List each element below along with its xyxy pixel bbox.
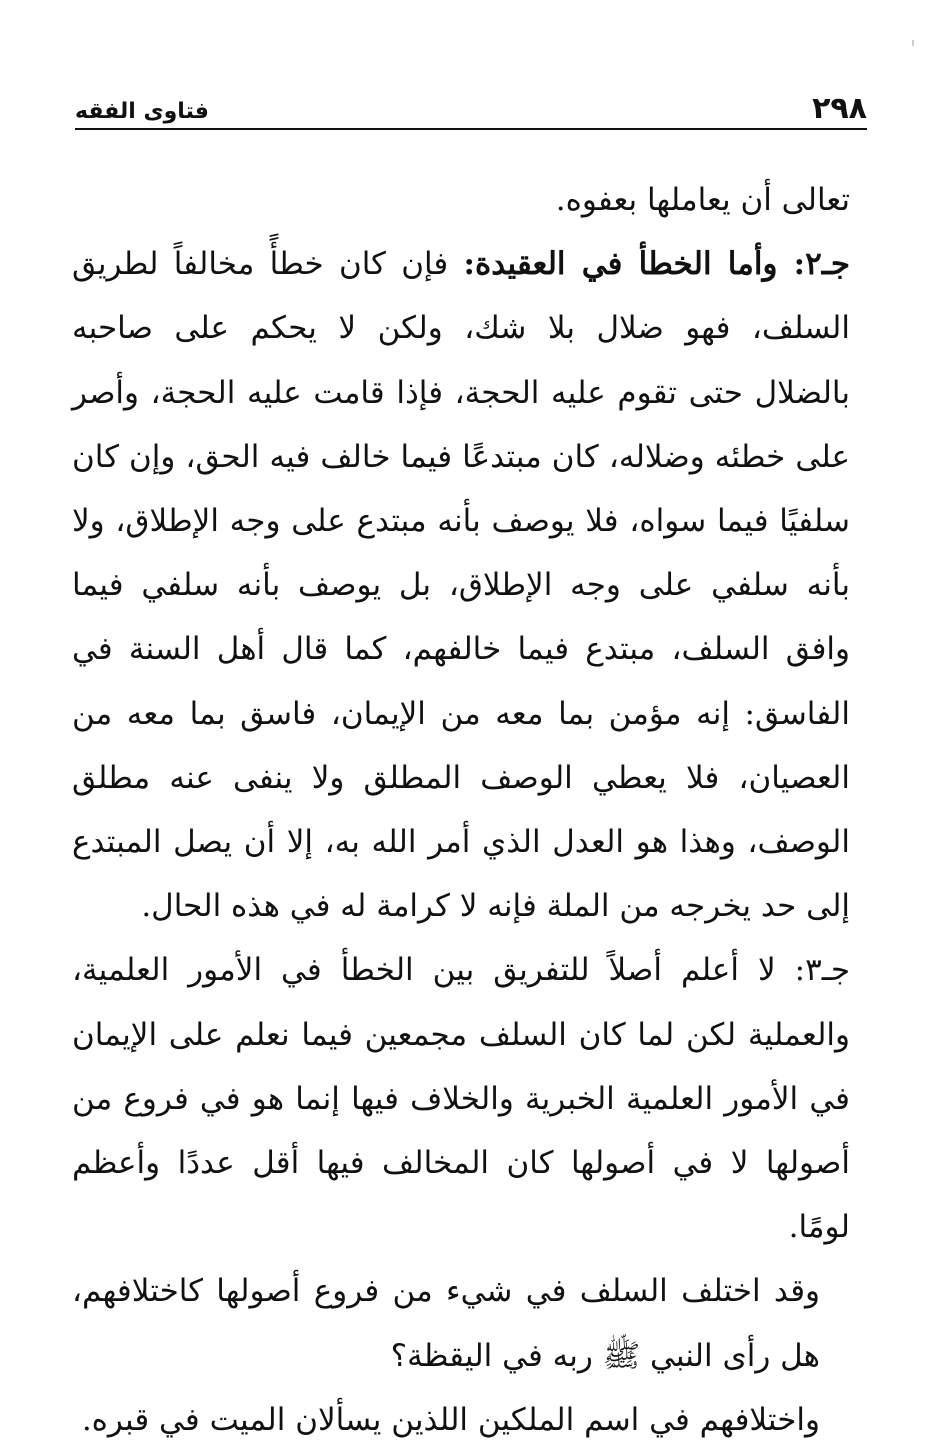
paragraph-bold-lead: جـ٢: وأما الخطأ في العقيدة: (463, 246, 850, 283)
paragraph-text: وقد اختلف السلف في شيء من فروع أصولها كاختلافهم، هل رأى النبي ﷺ ربه في اليقظة؟ (72, 1273, 820, 1374)
paragraph-text: جـ٣: لا أعلم أصلاً للتفريق بين الخطأ في الأمور العلمية، والعملية لكن لما كان السلف مجمعين فيما نعلم على الإيمان في الأمور العلمية الخبرية والخلاف فيها إنما هو في فروع من أصولها لا في أصولها كان المخالف فيها أقل عددًا وأعظم لومًا. (72, 952, 851, 1246)
page-header (75, 78, 867, 130)
page-number: ٢٩٨ (812, 91, 867, 126)
paragraph-text: تعالى أن يعاملها بعفوه. (555, 182, 850, 218)
body-text (72, 168, 850, 1452)
paragraph-answer-3 (72, 938, 850, 1259)
paragraph-answer-2 (72, 232, 850, 938)
paragraph-text: واختلافهم في اسم الملكين اللذين يسألان الميت في قبره. (81, 1401, 820, 1438)
paragraph-text: فإن كان خطأً مخالفاً لطريق السلف، فهو ضلال بلا شك، ولكن لا يحكم على صاحبه بالضلال حتى تقوم عليه الحجة، فإذا قامت عليه الحجة، وأصر على خطئه وضلاله، كان مبتدعًا فيما خالف فيه الحق، وإن كان سلفيًا فيما سواه، فلا يوصف بأنه مبتدع على وجه الإطلاق، ولا بأنه سلفي على وجه الإطلاق، بل يوصف بأنه سلفي فيما وافق السلف، مبتدع فيما خالفهم، كما قال أهل السنة في الفاسق: إنه مؤمن بما معه من الإيمان، فاسق بما معه من العصيان، فلا يعطي الوصف المطلق ولا ينفى عنه مطلق الوصف، وهذا هو العدل الذي أمر الله به، إلا أن يصل المبتدع إلى حد يخرجه من الملة فإنه لا كرامة له في هذه الحال. (72, 246, 850, 925)
scan-mark (912, 40, 914, 46)
paragraph-closing-line (72, 168, 850, 232)
paragraph-angels (72, 1388, 850, 1452)
paragraph-disagreement (72, 1259, 850, 1387)
book-title: فتاوى الفقه (75, 99, 209, 124)
